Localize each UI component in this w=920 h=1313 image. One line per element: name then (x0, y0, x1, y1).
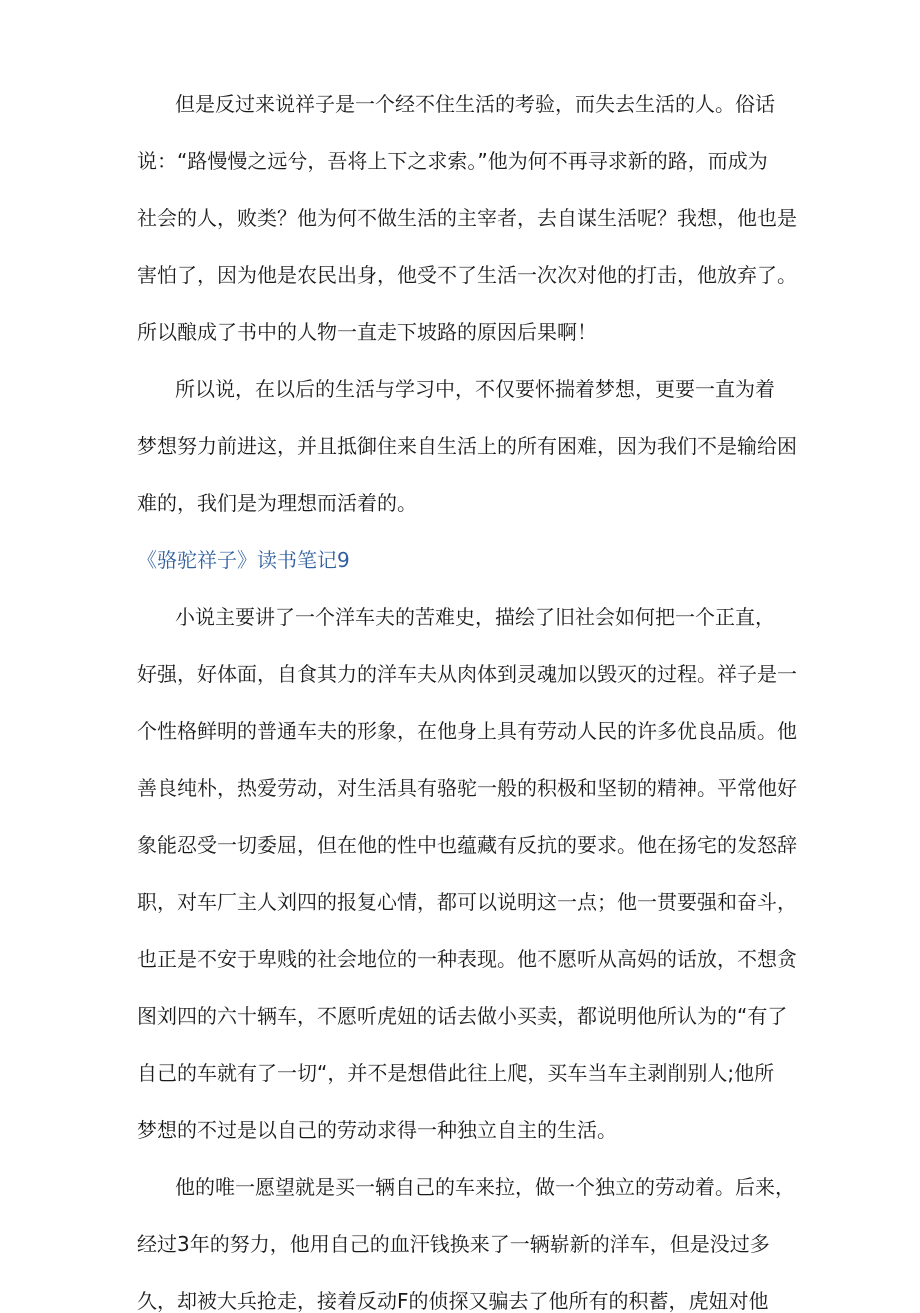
paragraph-line: 所以酿成了书中的人物一直走下坡路的原因后果啊！ (137, 320, 597, 344)
paragraph-line: 所以说，在以后的生活与学习中，不仅要怀揣着梦想，更要一直为着 (175, 377, 775, 401)
paragraph-line: 但是反过来说祥子是一个经不住生活的考验，而失去生活的人。俗话 (175, 92, 775, 116)
paragraph-line: 好强，好体面，自食其力的洋车夫从肉体到灵魂加以毁灭的过程。祥子是一 (137, 662, 797, 686)
section-heading: 《骆驼祥子》读书笔记9 (137, 548, 350, 572)
paragraph-line: 个性格鲜明的普通车夫的形象，在他身上具有劳动人民的许多优良品质。他 (137, 719, 797, 743)
paragraph-line: 梦想的不过是以自己的劳动求得一种独立自主的生活。 (137, 1118, 617, 1142)
paragraph-line: 社会的人，败类？他为何不做生活的主宰者，去自谋生活呢？我想，他也是 (137, 206, 797, 230)
paragraph-line: 小说主要讲了一个洋车夫的苦难史，描绘了旧社会如何把一个正直， (175, 605, 775, 629)
paragraph-line: 梦想努力前进这，并且抵御住来自生活上的所有困难，因为我们不是输给困 (137, 434, 797, 458)
paragraph-line: 说：“路慢慢之远兮，吾将上下之求索。”他为何不再寻求新的路，而成为 (137, 149, 768, 173)
paragraph-line: 久，却被大兵抢走，接着反动F的侦探又骗去了他所有的积蓄，虎妞对他 (137, 1289, 769, 1313)
paragraph-line: 职，对车厂主人刘四的报复心情，都可以说明这一点；他一贯要强和奋斗， (137, 890, 797, 914)
paragraph-line: 图刘四的六十辆车，不愿听虎妞的话去做小买卖，都说明他所认为的“有了 (137, 1004, 788, 1028)
paragraph-line: 象能忍受一切委屈，但在他的性中也蕴藏有反抗的要求。他在扬宅的发怒辞 (137, 833, 797, 857)
paragraph-line: 他的唯一愿望就是买一辆自己的车来拉，做一个独立的劳动着。后来， (175, 1175, 795, 1199)
paragraph-line: 经过3年的努力，他用自己的血汗钱换来了一辆崭新的洋车，但是没过多 (137, 1232, 770, 1256)
paragraph-line: 也正是不安于卑贱的社会地位的一种表现。他不愿听从高妈的话放，不想贪 (137, 947, 797, 971)
paragraph-line: 害怕了，因为他是农民出身，他受不了生活一次次对他的打击，他放弃了。 (137, 263, 797, 287)
paragraph-line: 难的，我们是为理想而活着的。 (137, 491, 417, 515)
paragraph-line: 自己的车就有了一切“，并不是想借此往上爬，买车当车主剥削别人;他所 (137, 1061, 775, 1085)
paragraph-line: 善良纯朴，热爱劳动，对生活具有骆驼一般的积极和坚韧的精神。平常他好 (137, 776, 797, 800)
